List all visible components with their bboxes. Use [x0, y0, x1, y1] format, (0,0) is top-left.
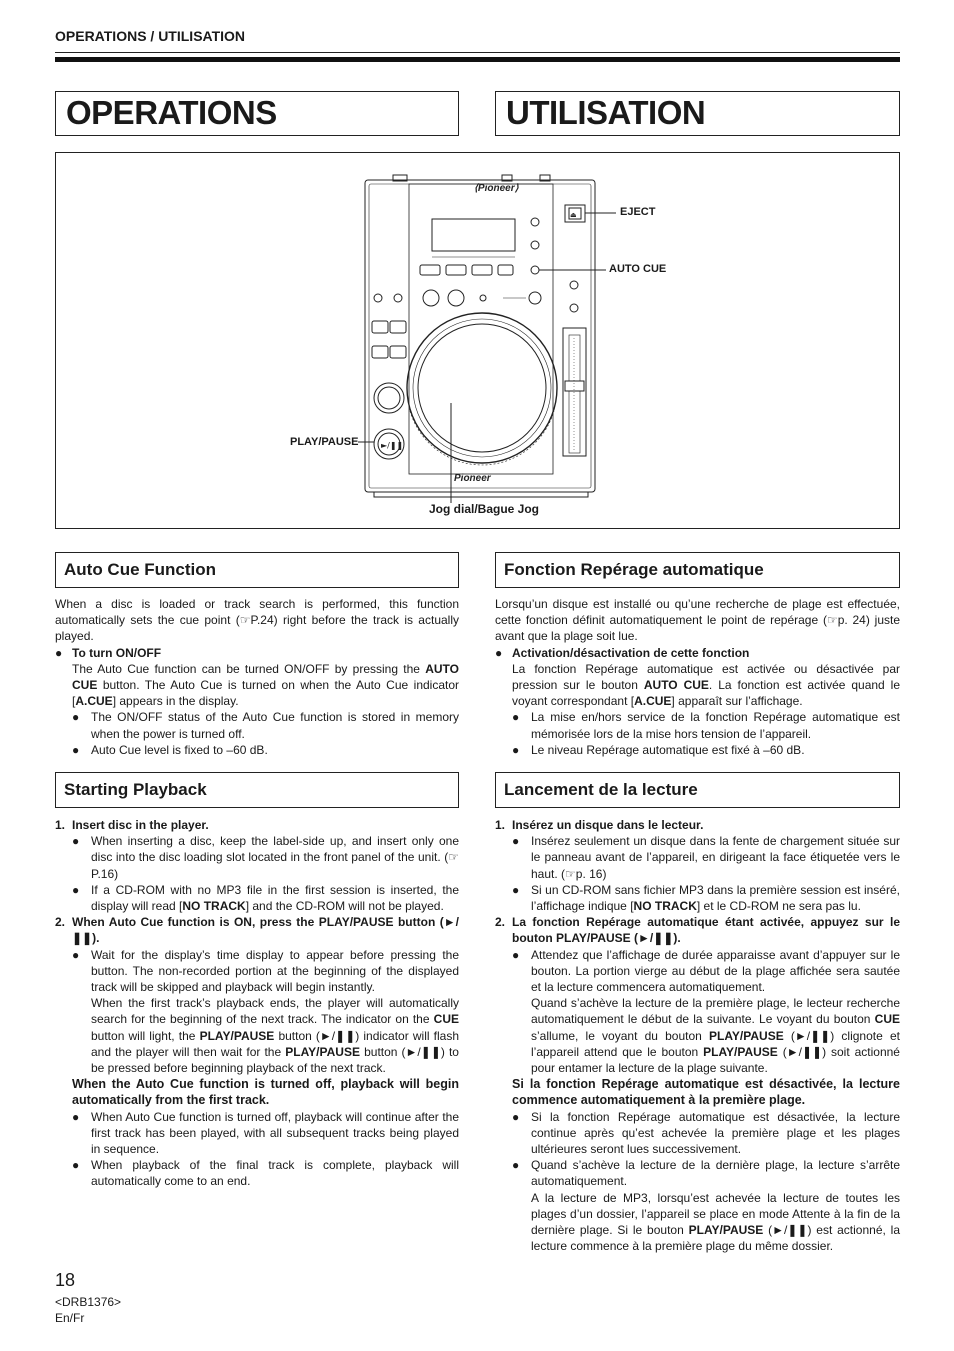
- list-item: ● To turn ON/OFF: [55, 645, 162, 660]
- list-item: 2. When Auto Cue function is ON, press the PLAY/PAUSE button (►/❚❚).: [55, 915, 459, 946]
- paragraph: When the Auto Cue function is turned off, playback will begin automatically from the first track.: [72, 1077, 459, 1108]
- list-item: 2. La fonction Repérage automatique étant activée, appuyez sur le bouton PLAY/PAUSE (►/❚❚).: [495, 915, 900, 946]
- paragraph: La fonction Repérage automatique est activée ou désactivée par pression sur le bouton AUTO CUE. La fonction est activée quand le voyant correspondant [A.CUE] apparaît sur l’affichage.: [512, 661, 901, 709]
- auto-cue-text-fr: [495, 596, 900, 758]
- paragraph: When a disc is loaded or track search is performed, this function automatically sets the cue point (☞P.24) right before the track is actually played.: [55, 597, 459, 644]
- section-heading: Lancement de la lecture: [504, 780, 698, 799]
- list-item: ● If a CD-ROM with no MP3 file in the first session is inserted, the display will read [NO TRACK] and the CD-ROM will not be played.: [72, 882, 459, 914]
- list-item: ● Attendez que l’affichage de durée apparaisse avant d’appuyer sur le bouton. La portion vierge au début de la plage affichée sera sautée et la lecture commencera automatiquement. Quand s’achève la lecture de la première plage, le lecteur recherche automatiquement le début de la suivante. Le voyant du bouton CUE s’allume, le voyant du bouton PLAY/PAUSE (►/❚❚) clignote et l’appareil attend que le bouton PLAY/PAUSE (►/❚❚) soit actionné pour entamer la lecture de la plage suivante.: [512, 947, 900, 1076]
- section-heading-box: [495, 552, 900, 588]
- list-item: ● Quand s’achève la lecture de la dernière plage, la lecture s’arrête automatiquement. A la lecture de MP3, lorsqu’est achevée la lecture de toutes les plages d’un dossier, l’appareil se place en mode Attente à la fin de la dernière plage. Si le bouton PLAY/PAUSE (►/❚❚) est actionné, la lecture commence à la première plage du même dossier.: [512, 1158, 901, 1254]
- playback-text-en: [55, 817, 459, 1190]
- list-item: ● When Auto Cue function is turned off, playback will continue after the first track has been played, with all subsequent tracks being played in sequence.: [72, 1109, 459, 1157]
- list-item: ● Activation/désactivation de cette fonction: [495, 645, 750, 660]
- header-rule-thick: [55, 57, 900, 62]
- svg-text:⟨Pioneer⟩: ⟨Pioneer⟩: [474, 183, 519, 194]
- list-item: ● La mise en/hors service de la fonction Repérage automatique est mémorisée lors de la mise hors tension de l’appareil.: [512, 710, 900, 741]
- language-code: En/Fr: [55, 1311, 85, 1325]
- paragraph: Lorsqu’un disque est installé ou qu’une recherche de plage est effectuée, cette fonction définit automatiquement le point de repérage (☞p. 24) juste avant que la plage soit lue.: [495, 597, 900, 644]
- playback-text-fr: [495, 817, 900, 1254]
- section-heading: Starting Playback: [64, 780, 207, 799]
- callout-auto-cue: AUTO CUE: [609, 263, 667, 275]
- header-rule-thin: [55, 52, 900, 53]
- paragraph: The Auto Cue function can be turned ON/OFF by pressing the AUTO CUE button. The Auto Cue is turned on when the Auto Cue indicator [A.CUE] appears in the display.: [72, 661, 460, 709]
- list-item: ● Si la fonction Repérage automatique est désactivée, la lecture continue après qu’est achevée la première plage et les plages ultérieures seront lues successivement.: [512, 1109, 900, 1157]
- list-item: ● Insérez seulement un disque dans la fente de chargement située sur le panneau avant de l’appareil, en dirigeant la face étiquetée vers le haut. (☞p. 16): [512, 834, 900, 881]
- paragraph: Si la fonction Repérage automatique est désactivée, la lecture commence automatiquement à la première plage.: [512, 1077, 900, 1108]
- callout-jog-dial: Jog dial/Bague Jog: [429, 502, 540, 516]
- list-item: ● The ON/OFF status of the Auto Cue function is stored in memory when the power is turned off.: [72, 710, 459, 741]
- auto-cue-text-en: [55, 596, 459, 758]
- svg-text:Pioneer: Pioneer: [454, 473, 491, 484]
- list-item: ● Wait for the display’s time display to appear before pressing the button. The non-recorded portion at the beginning of the displayed track will be skipped and playback will begin instantly. When the first track’s playback ends, the player will automatically search for the beginning of the next track. The indicator on the CUE button will light, the PLAY/PAUSE button (►/❚❚) indicator will flash and the player will then wait for the PLAY/PAUSE button (►/❚❚) to be pressed before beginning playback of the next track.: [72, 947, 460, 1076]
- svg-text:⏏: ⏏: [570, 211, 577, 219]
- section-heading-box: [495, 772, 900, 808]
- list-item: ● When inserting a disc, keep the label-side up, and insert only one disc into the disc loading slot located in the front panel of the unit. (☞P.16): [72, 834, 459, 881]
- callout-eject: EJECT: [620, 206, 656, 218]
- doc-code: <DRB1376>: [55, 1295, 122, 1309]
- section-heading-box: [55, 552, 459, 588]
- section-heading: Fonction Repérage automatique: [504, 560, 764, 579]
- footer-code: [55, 1294, 121, 1326]
- list-item: 1. Insert disc in the player.: [55, 818, 209, 832]
- section-heading: Auto Cue Function: [64, 560, 217, 579]
- title-box-fr: [495, 91, 900, 136]
- cdj-front-panel-illustration: [56, 153, 899, 528]
- list-item: ● When playback of the final track is complete, playback will automatically come to an end.: [72, 1158, 459, 1189]
- list-item: ● Si un CD-ROM sans fichier MP3 dans la première session est inséré, l’affichage indique [NO TRACK] et le CD-ROM ne sera pas lu.: [512, 882, 900, 914]
- page-title-fr: UTILISATION: [506, 94, 706, 131]
- list-item: ● Auto Cue level is fixed to –60 dB.: [72, 742, 268, 757]
- page-number: 18: [55, 1270, 76, 1290]
- list-item: 1. Insérez un disque dans le lecteur.: [495, 818, 704, 832]
- section-heading-box: [55, 772, 459, 808]
- list-item: ● Le niveau Repérage automatique est fixé à –60 dB.: [512, 742, 805, 757]
- page-title-en: OPERATIONS: [66, 94, 277, 131]
- title-box-en: [55, 91, 459, 136]
- running-header: OPERATIONS / UTILISATION: [55, 28, 246, 44]
- callout-play-pause: PLAY/PAUSE: [290, 436, 359, 448]
- svg-text:►/❚❚: ►/❚❚: [381, 441, 404, 450]
